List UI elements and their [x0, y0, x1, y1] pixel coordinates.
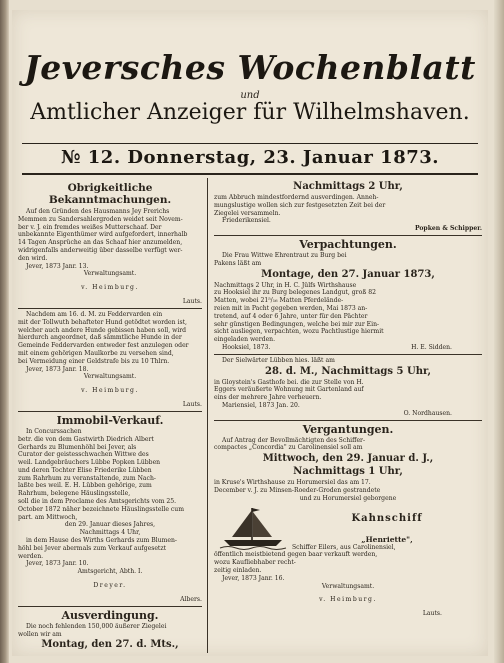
notice-line: Memmen zu Sandersahlergroden weidet seit Novem- [18, 215, 183, 223]
notice-line: Gemeinde Feddervarden entweder fest anzulegen oder [18, 342, 189, 350]
notice-line: Eggers veräußerte Wohnung mit Gartenland auf [214, 386, 364, 394]
notice-line: December v. J. zu Minsen-Roeder-Groden gestrandete [214, 486, 381, 494]
notice-heading: Ausverdingung. [61, 608, 159, 622]
book-binding [0, 0, 9, 663]
notice-line: welcher auch andere Hunde gebissen haben soll, wird [18, 326, 187, 334]
masthead-subtitle: Amtlicher Anzeiger für Wilhelmshaven. [30, 100, 470, 125]
notice-date: Jever, 1873 Janr. 13. [26, 262, 89, 270]
notice-line: Der Sielwärter Lübben hies. läßt am [222, 356, 335, 364]
notice-line: höhl bei Jever abermals zum Verkauf aufgesetzt [18, 544, 167, 552]
notice-line: eins der mehrere Jahre verheuern. [214, 394, 322, 402]
notice-line: Nachdem am 16. d. M. zu Feddervarden ein [26, 310, 163, 318]
notice-date: Jever, 1873 Janr. 18. [26, 365, 89, 373]
notice-line: In Concurssachen [26, 427, 82, 435]
notice-line: und zu Horumersiel geborgene [299, 494, 397, 502]
ship-illustration [218, 504, 288, 550]
ship-line: öffentlich meistbietend gegen baar verkauft werden, [214, 551, 378, 559]
notice-ausverdingung [18, 609, 202, 652]
notice-line: in Gloystein's Gasthofe bei. die zur Stelle von H. [214, 378, 364, 386]
notice-sielwaerter [214, 357, 482, 418]
notice-line: reien mit in Pacht gegeben werden, Mai 1873 an- [214, 304, 368, 312]
notice-when: Nachmittags 4 Uhr, [79, 529, 141, 537]
notice-line: Auf den Gründen des Hausmanns Jey Frerichs [26, 208, 170, 215]
notice-line: unbekannte Eigenthümer wird aufgefordert, innerhalb [18, 231, 188, 239]
masthead-rule-top [22, 143, 478, 144]
ship-block [214, 503, 482, 575]
notice-date: Mariensiel, 1873 Jan. 20. [222, 401, 300, 409]
notice-clerk: Lauts. [182, 401, 202, 409]
notice-sheep [18, 182, 202, 306]
notice-line: Matten, wobei 21⁵/₁₆ Matten Pferdelände- [214, 297, 344, 305]
notice-line: den wird. [18, 254, 48, 262]
notice-heading: Vergantungen. [302, 422, 394, 436]
notice-footer [214, 344, 482, 352]
notice-verpachtungen [214, 238, 482, 352]
notice-heading: Obrigkeitliche Bekanntmachungen. [48, 182, 172, 206]
notice-line: Rahrhum, belegene Häuslingsstelle, [18, 490, 131, 498]
notice-signature: H. E. Sidden. [411, 343, 452, 351]
notice-heading: Verpachtungen. [299, 237, 397, 251]
notice-line: wollen wir am [18, 630, 62, 638]
notice-clerk: Lauts. [422, 610, 442, 618]
notice-line: in Kruse's Wirthshause zu Horumersiel das am 17. [214, 479, 371, 487]
notice-line: weil. Landgebräuchers Lübbe Popken Lübben [18, 459, 161, 467]
column-divider [207, 178, 208, 653]
section-rule [214, 354, 482, 355]
notice-signature: O. Nordhausen. [403, 409, 452, 417]
ship-name: „Henriette", [361, 534, 413, 544]
notice-line: bei Vermeidung einer Geldstrafe bis zu 10 Thlrn. [18, 357, 170, 365]
section-rule [214, 235, 482, 236]
notice-signature: v. Heimburg. [319, 596, 377, 604]
notice-authority: Amtsgericht, Abth. I. [77, 568, 143, 576]
notice-line: in dem Hause des Wirths Gerhards zum Blumen- [26, 537, 177, 545]
notice-line: werden. [18, 552, 44, 560]
right-column [214, 180, 482, 618]
notice-line: hierdurch angeordnet, daß sämmtliche Hunde in der [18, 334, 182, 342]
notice-line: betr. die von dem Gastwirth Diedrich Albert [18, 435, 154, 443]
notice-when: den 29. Januar dieses Jahres, [64, 521, 156, 529]
notice-line: Auf Antrag der Bevollmächtigten des Schiffer- [222, 436, 366, 444]
section-rule [18, 606, 202, 607]
notice-line: soll die in dem Proclame des Amtsgerichts vom 25. [18, 498, 177, 506]
ship-line: Schiffer Eilers, aus Carolinensiel, [292, 543, 396, 551]
notice-line: zum Abbruch mindestfordernd ausverdingen. Anneh- [214, 194, 379, 201]
left-column [18, 180, 202, 652]
notice-bigline: 28. d. M., Nachmittags 5 Uhr, [265, 365, 431, 377]
notice-date: Jever, 1873 Janr. 10. [26, 560, 89, 568]
page-edge [494, 0, 504, 663]
notice-line: Pakens läßt am [214, 259, 262, 267]
notice-signature: v. Heimburg. [81, 284, 139, 292]
notice-line: zum Rahrhum zu veranstaltende, zum Nach- [18, 474, 156, 482]
notice-line: eingeladen werden. [214, 336, 276, 344]
notice-date: Hooksiel, 1873. [222, 343, 271, 351]
section-rule [214, 420, 482, 421]
notice-line: laßte bes weil. E. H. Lübben gehörige, zum [18, 482, 152, 490]
ship-title: Kahnschiff [351, 512, 423, 524]
notice-rabies [18, 311, 202, 409]
notice-line: tretend, auf 4 oder 6 Jahre, unter für den Pächter [214, 312, 368, 320]
notice-vergantungen [214, 423, 482, 619]
notice-line: Friederikensiel. [222, 217, 271, 225]
notice-line: sicht ausliegen, verpachten, wozu Pachtlustige hiermit [214, 328, 384, 336]
notice-bigline: Nachmittags 1 Uhr, [293, 466, 403, 478]
section-rule [18, 308, 202, 309]
notice-bigline: Nachmittags 2 Uhr, [293, 181, 403, 192]
masthead-title: Jeversches Wochenblatt [24, 48, 476, 87]
notice-immobil-verkauf [18, 414, 202, 604]
notice-line: compactes „Concordia" zu Carolinensiel soll am [214, 444, 363, 452]
notice-line: mungslustige wollen sich zur festgesetzten Zeit bei der [214, 201, 386, 209]
notice-line: sehr günstigen Bedingungen, welche bei mir zur Ein- [214, 320, 380, 328]
notice-signature: Popken & Schipper. [414, 225, 482, 233]
notice-line: zu Hooksiel ihr zu Burg belegenes Landgut, groß 82 [214, 289, 376, 297]
notice-authority: Verwaltungsamt. [83, 270, 137, 278]
notice-signature: Dreyer. [93, 582, 127, 590]
notice-line: Curator der geistesschwachen Wittwe des [18, 451, 149, 459]
notice-line: Die noch fehlenden 150,000 äußerer Ziegelei [26, 622, 167, 630]
notice-date: Jever, 1873 Janr. 16. [222, 574, 285, 582]
notice-line: mit einem gehörigen Maulkorbe zu versehen sind, [18, 349, 174, 357]
notice-bigline: Mittwoch, den 29. Januar d. J., [262, 453, 434, 465]
notice-authority: Verwaltungsamt. [83, 373, 137, 381]
notice-authority: Verwaltungsamt. [321, 582, 375, 590]
notice-bigline: Montage, den 27. Januar 1873, [261, 268, 435, 280]
issue-dateline: № 12. Donnerstag, 23. Januar 1873. [60, 147, 440, 168]
section-rule [18, 411, 202, 412]
notice-line: part. am Mittwoch, [18, 513, 78, 521]
masthead-rule-bottom [22, 173, 478, 177]
notice-abbruch [214, 181, 482, 233]
ship-line: zeitig einladen. [214, 566, 262, 574]
masthead-und: und [240, 90, 260, 101]
notice-signature: v. Heimburg. [81, 387, 139, 395]
notice-line: 14 Tagen Ansprüche an das Schaaf hier anzumelden, [18, 239, 183, 247]
notice-line: mit der Tollwuth behafteter Hund getödtet worden ist, [18, 318, 187, 326]
notice-line: widrigenfalls anderweitig über dasselbe verfügt wer- [18, 246, 183, 254]
notice-line: October 1872 näher bezeichnete Häuslingsstelle cum [18, 505, 184, 513]
newspaper-page [12, 10, 488, 656]
notice-line: Gerhards zu Blumenhöhl bei Jever, als [18, 443, 137, 451]
notice-line: und deren Tochter Elise Friederike Lübben [18, 466, 152, 474]
notice-line: Ziegelei versammeln. [214, 209, 281, 217]
ship-line: wozu Kaufliebhaber recht- [214, 559, 296, 567]
notice-line: Die Frau Wittwe Ehrentraut zu Burg bei [222, 251, 347, 259]
notice-line: ber v. J. ein fremdes weißes Mutterschaaf. Der [18, 223, 162, 231]
notice-clerk: Albers. [180, 596, 202, 604]
notice-heading: Immobil-Verkauf. [56, 413, 164, 427]
notice-clerk: Lauts. [182, 298, 202, 306]
notice-bigline: Montag, den 27. d. Mts., [41, 639, 179, 651]
notice-line: Nachmittags 2 Uhr, in H. C. Jülfs Wirthshause [214, 281, 357, 289]
